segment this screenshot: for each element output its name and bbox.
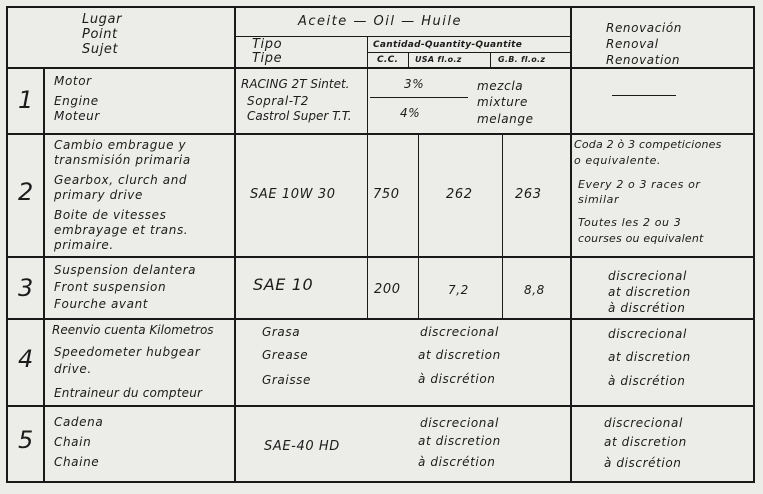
row3-bottom-rule bbox=[6, 318, 755, 320]
header-sujet: Sujet bbox=[82, 42, 119, 57]
row1-mix-es: mezcla bbox=[477, 79, 524, 93]
row1-mix-en: mixture bbox=[477, 95, 528, 109]
row3-tipo: SAE 10 bbox=[253, 275, 314, 294]
row2-renov-4: similar bbox=[578, 193, 620, 206]
row4-renov-es: discrecional bbox=[608, 327, 687, 341]
row3-renov-fr: à discrétion bbox=[608, 301, 686, 315]
row5-tipo: SAE-40 HD bbox=[264, 439, 340, 454]
oil-header-divider bbox=[234, 36, 571, 37]
row5-lugar-fr: Chaine bbox=[54, 455, 100, 469]
row3-number: 3 bbox=[18, 274, 34, 302]
row4-number: 4 bbox=[18, 345, 34, 373]
row2-cc: 750 bbox=[373, 187, 400, 202]
header-renovacion: Renovación bbox=[606, 21, 683, 35]
row3-renov-es: discrecional bbox=[608, 269, 687, 283]
row4-lugar-2: Speedometer hubgear bbox=[54, 345, 201, 359]
row1-tipo-racing: RACING 2T Sintet. bbox=[241, 77, 350, 91]
row4-tipo-en: Grease bbox=[262, 348, 309, 362]
header-renoval: Renoval bbox=[606, 37, 659, 51]
row1-bottom-rule bbox=[6, 133, 755, 135]
row5-qty-en: at discretion bbox=[418, 434, 501, 448]
header-bottom-rule bbox=[6, 67, 755, 69]
row1-qty-underline bbox=[370, 97, 468, 98]
row5-qty-es: discrecional bbox=[420, 416, 499, 430]
row2-lugar-2: transmisión primaria bbox=[54, 153, 191, 167]
row1-tipo-sopral: Sopral-T2 bbox=[247, 94, 310, 108]
col-divider-usa-r2 bbox=[502, 134, 503, 320]
row4-bottom-rule bbox=[6, 405, 755, 407]
row2-number: 2 bbox=[18, 178, 34, 206]
row3-usa: 7,2 bbox=[448, 283, 469, 297]
row3-lugar-en: Front suspension bbox=[54, 280, 167, 294]
row5-renov-en: at discretion bbox=[604, 435, 687, 449]
row2-lugar-6: embrayage et trans. bbox=[54, 223, 189, 237]
row2-tipo: SAE 10W 30 bbox=[250, 187, 336, 202]
row2-lugar-1: Cambio embrague y bbox=[54, 138, 187, 152]
row5-number: 5 bbox=[18, 426, 34, 454]
row2-renov-6: courses ou equivalent bbox=[578, 232, 704, 245]
row3-renov-en: at discretion bbox=[608, 285, 691, 299]
row4-lugar-1: Reenvio cuenta Kilometros bbox=[52, 323, 214, 337]
row4-qty-en: at discretion bbox=[418, 348, 501, 362]
row4-qty-fr: à discrétion bbox=[418, 372, 496, 386]
row1-qty-4pct: 4% bbox=[400, 106, 421, 120]
row1-renov-dash bbox=[612, 95, 676, 96]
header-usa: USA fl.o.z bbox=[415, 55, 462, 64]
col-divider-cc-r2 bbox=[418, 134, 419, 320]
row4-renov-en: at discretion bbox=[608, 350, 691, 364]
row1-lugar-fr: Moteur bbox=[54, 109, 100, 123]
row5-lugar-en: Chain bbox=[54, 435, 92, 449]
header-cantidad: Cantidad-Quantity-Quantite bbox=[373, 40, 523, 50]
row5-renov-es: discrecional bbox=[604, 416, 683, 430]
row4-qty-es: discrecional bbox=[420, 325, 499, 339]
col-divider-lugar bbox=[234, 6, 236, 483]
row4-lugar-3: drive. bbox=[54, 362, 92, 376]
row4-tipo-fr: Graisse bbox=[262, 373, 312, 387]
row2-bottom-rule bbox=[6, 256, 755, 258]
row3-cc: 200 bbox=[374, 282, 401, 297]
row5-qty-fr: à discrétion bbox=[418, 455, 496, 469]
row2-lugar-7: primaire. bbox=[54, 238, 114, 252]
header-tipo: Tipo bbox=[252, 37, 283, 52]
row3-lugar-fr: Fourche avant bbox=[54, 297, 149, 311]
col-divider-usa bbox=[490, 52, 491, 68]
header-lugar: Lugar bbox=[82, 12, 123, 27]
row5-lugar-es: Cadena bbox=[54, 415, 104, 429]
row1-qty-3pct: 3% bbox=[404, 77, 425, 91]
header-oil-title: Aceite — Oil — Huile bbox=[298, 14, 462, 29]
row4-renov-fr: à discrétion bbox=[608, 374, 686, 388]
row1-number: 1 bbox=[18, 86, 34, 114]
row3-lugar-es: Suspension delantera bbox=[54, 263, 197, 277]
row4-tipo-es: Grasa bbox=[262, 325, 301, 339]
col-divider-cc bbox=[408, 52, 409, 68]
row2-lugar-5: Boite de vitesses bbox=[54, 208, 167, 222]
row1-mix-fr: melange bbox=[477, 112, 534, 126]
qty-header-divider bbox=[367, 52, 571, 53]
col-divider-oil bbox=[570, 6, 572, 483]
header-gb: G.B. fl.o.z bbox=[498, 55, 546, 64]
row1-lugar-es: Motor bbox=[54, 74, 92, 88]
row4-lugar-4: Entraineur du compteur bbox=[54, 386, 203, 400]
header-point: Point bbox=[82, 27, 118, 42]
row2-usa: 262 bbox=[446, 187, 473, 202]
row2-renov-1: Coda 2 ò 3 competiciones bbox=[574, 138, 722, 151]
row2-lugar-3: Gearbox, clurch and bbox=[54, 173, 188, 187]
row1-lugar-en: Engine bbox=[54, 94, 99, 108]
row3-gb: 8,8 bbox=[524, 283, 545, 297]
col-divider-num bbox=[43, 68, 45, 483]
row2-gb: 263 bbox=[515, 187, 542, 202]
header-tipe: Tipe bbox=[252, 51, 283, 66]
header-cc: C.C. bbox=[377, 55, 399, 65]
row5-renov-fr: à discrétion bbox=[604, 456, 682, 470]
row2-renov-2: o equivalente. bbox=[574, 154, 662, 167]
row2-lugar-4: primary drive bbox=[54, 188, 143, 202]
header-renovation: Renovation bbox=[606, 53, 681, 67]
row2-renov-3: Every 2 o 3 races or bbox=[578, 178, 701, 191]
row2-renov-5: Toutes les 2 ou 3 bbox=[578, 216, 682, 229]
col-divider-tipo bbox=[367, 36, 368, 320]
row1-tipo-castrol: Castrol Super T.T. bbox=[247, 109, 352, 123]
